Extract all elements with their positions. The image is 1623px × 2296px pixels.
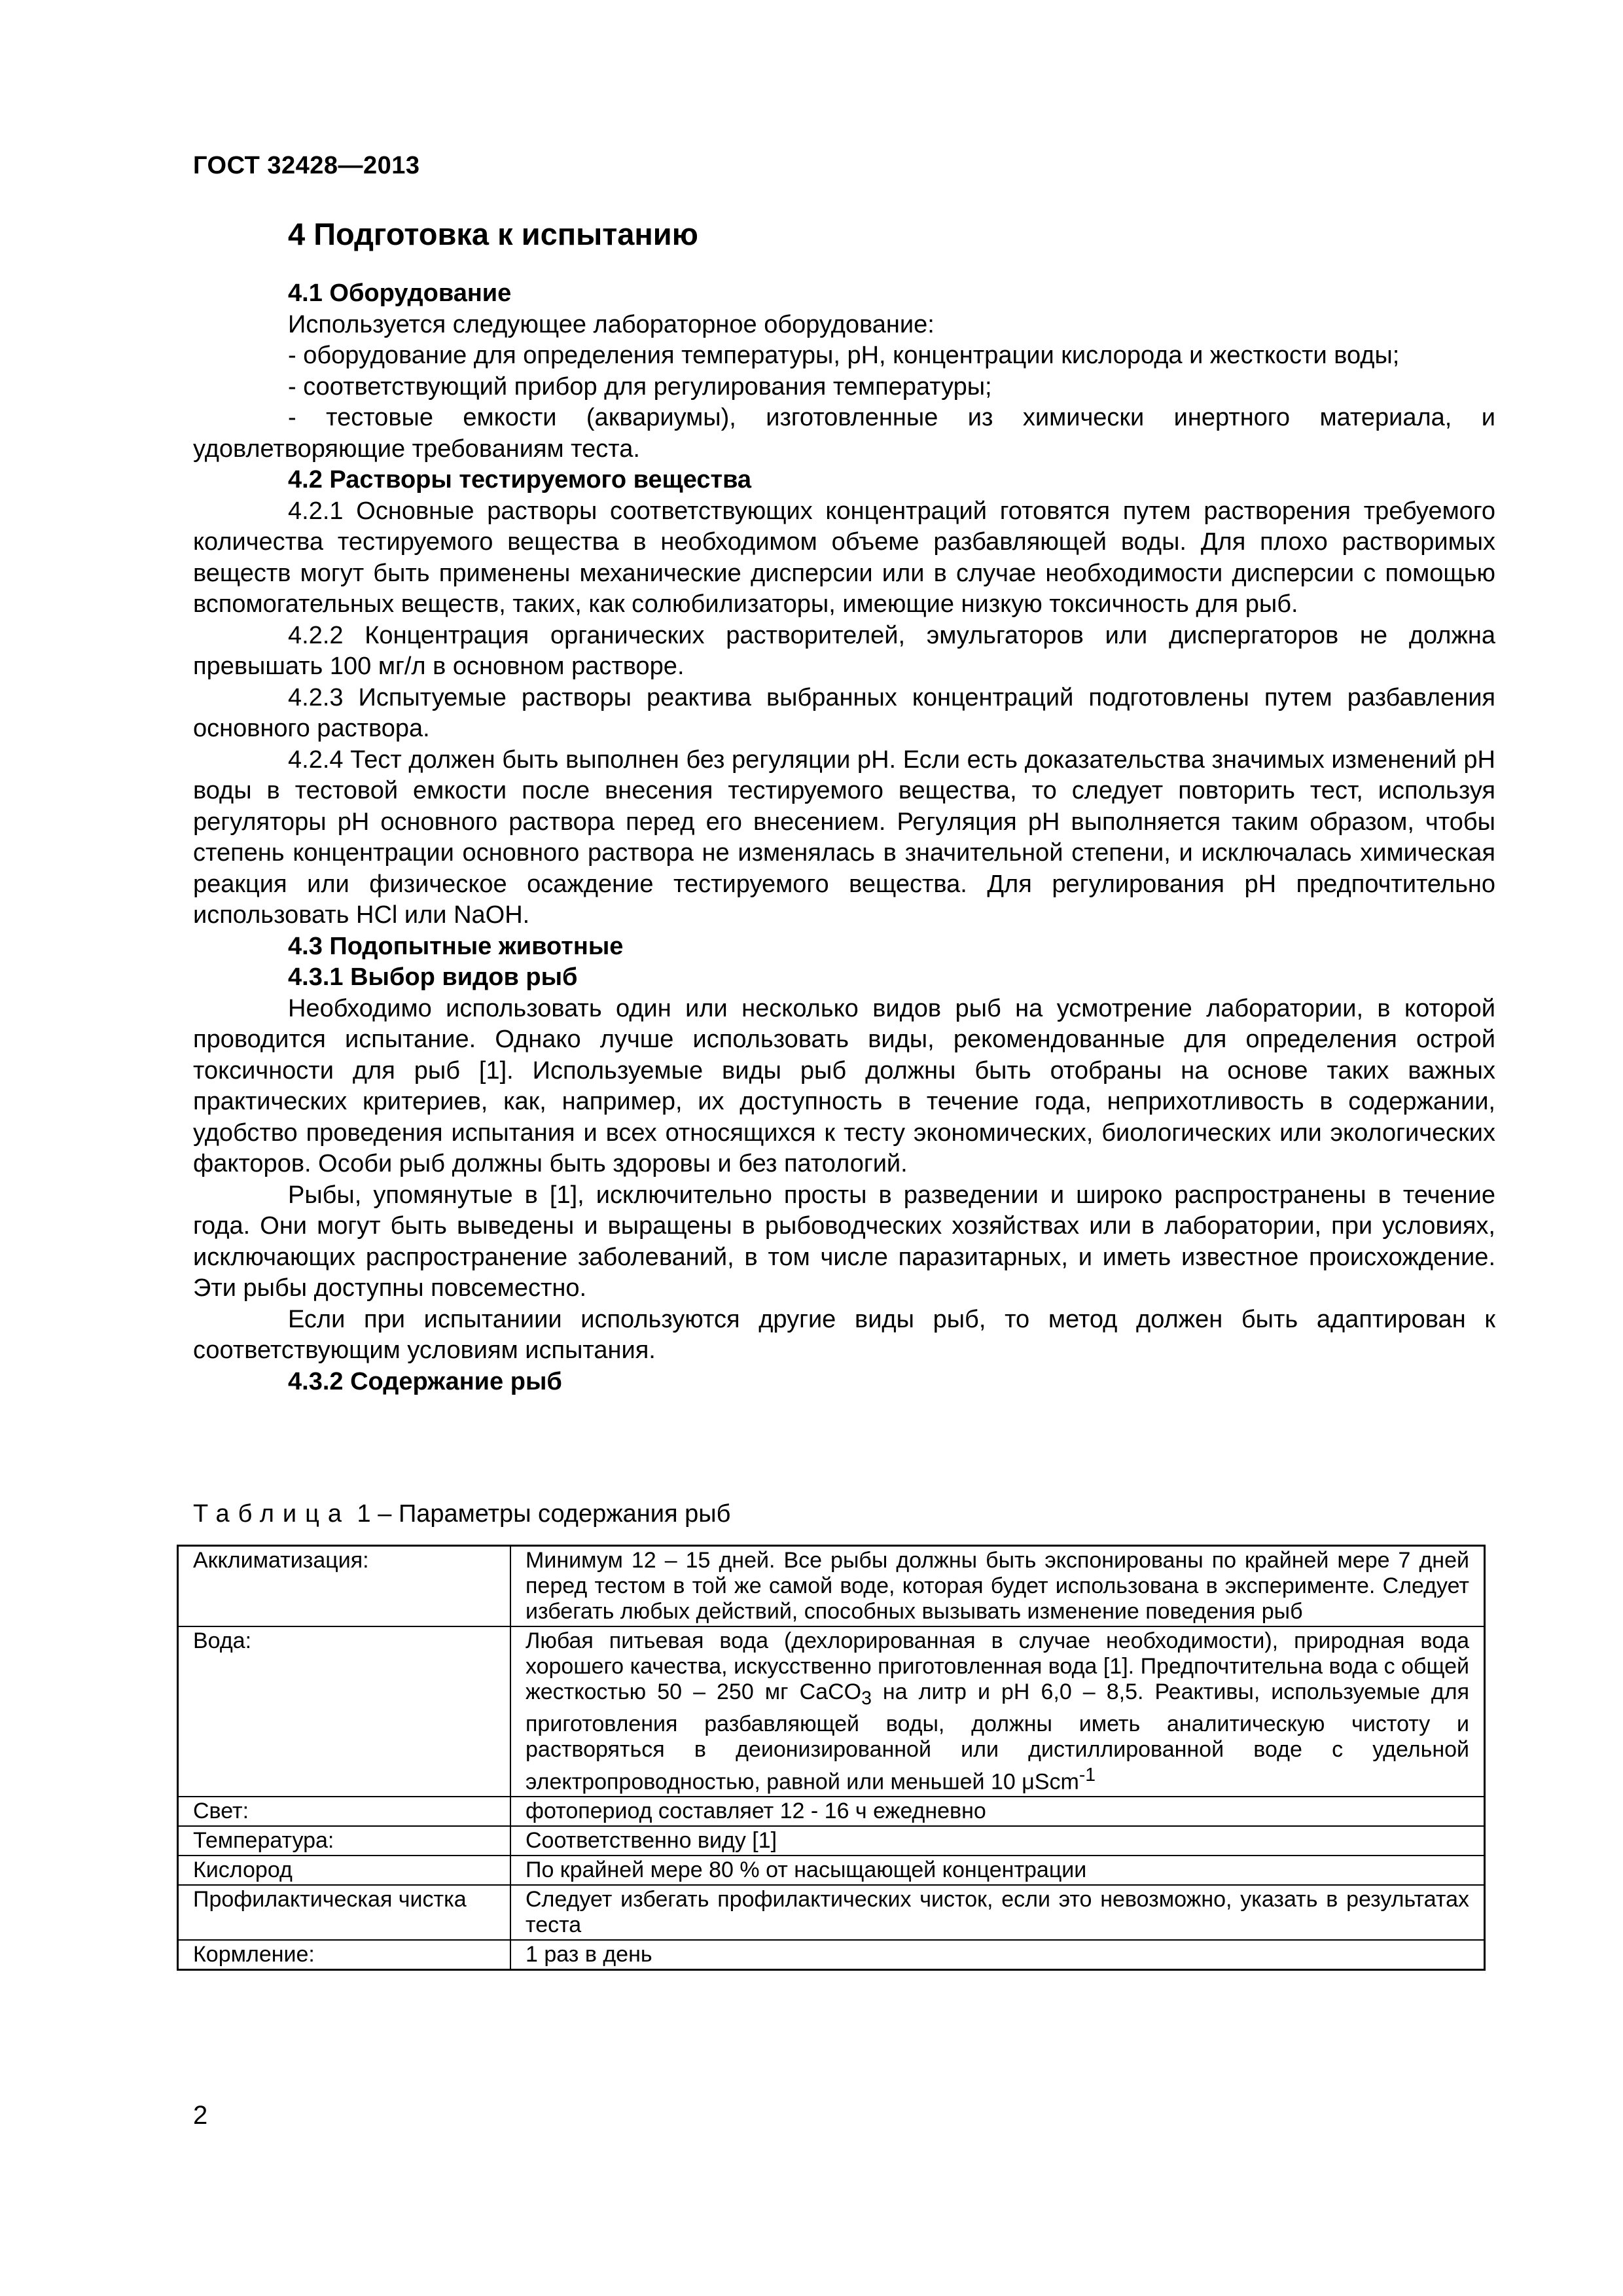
value-cell <box>510 1626 1485 1797</box>
subsection-4-3-title: 4.3 Подопытные животные <box>288 932 624 960</box>
paragraph-fish-breeding: Рыбы, упомянутые в [1], исключительно просты в разведении и широко распространены в течение года. Они могут быть выведены и выращены в рыбоводческих хозяйствах или в лаборатории, при условиях, исключающих распространение заболеваний, в том числе паразитарных, и иметь известное происхождение. Эти рыбы доступны повсеместно. <box>193 1181 1495 1302</box>
param-cell: Профилактическая чистка <box>178 1885 511 1940</box>
equipment-item-2: - соответствующий прибор для регулирования температуры; <box>288 372 992 401</box>
paragraph-other-species: Если при испытаниии используются другие виды рыб, то метод должен быть адаптирован к соответствующим условиям испытания. <box>193 1305 1495 1364</box>
water-text-pre: Любая питьевая вода (дехлорированная в случае необходимости), природная вода хорошего качества, искусственно приготовленная вода [1]. Предпочтительна вода с общей жесткостью 50 – 250 мг CaCO <box>526 1628 1469 1704</box>
equipment-intro: Используется следующее лабораторное оборудование: <box>288 310 935 338</box>
paragraph-4-2-3: 4.2.3 Испытуемые растворы реактива выбранных концентраций подготовлены путем разбавления основного раствора. <box>193 683 1495 742</box>
value-cell: 1 раз в день <box>510 1940 1485 1970</box>
param-cell: Кормление: <box>178 1940 511 1970</box>
unit-superscript: -1 <box>1079 1764 1096 1785</box>
table-row <box>178 1797 1485 1826</box>
table-caption-word: Таблица <box>193 1500 350 1528</box>
paragraph-fish-selection: Необходимо использовать один или несколько видов рыб на усмотрение лаборатории, в которой проводится испытание. Однако лучше использовать виды, рекомендованные для определения острой токсичности для рыб [1]. Используемые виды рыб должны быть отобраны на основе таких важных практических критериев, как, например, их доступность в течение года, неприхотливость в содержании, удобство проведения испытания и всех относящихся к тесту экономических, биологических или экологических факторов. Особи рыб должны быть здоровы и без патологий. <box>193 994 1495 1177</box>
param-cell: Акклиматизация: <box>178 1546 511 1627</box>
param-cell: Свет: <box>178 1797 511 1826</box>
subsection-4-3-1-title: 4.3.1 Выбор видов рыб <box>288 963 578 991</box>
value-cell: По крайней мере 80 % от насыщающей концентрации <box>510 1856 1485 1885</box>
table-row <box>178 1546 1485 1627</box>
subsection-4-2-title: 4.2 Растворы тестируемого вещества <box>288 466 752 493</box>
caco3-subscript: 3 <box>861 1687 872 1709</box>
subsection-4-3-2-title: 4.3.2 Содержание рыб <box>288 1367 562 1395</box>
value-cell: фотопериод составляет 12 - 16 ч ежедневно <box>510 1797 1485 1826</box>
paragraph-4-2-4: 4.2.4 Тест должен быть выполнен без регуляции pH. Если есть доказательства значимых изменений pH воды в тестовой емкости после внесения тестируемого вещества, то следует повторить тест, используя регуляторы pH основного раствора перед его внесением. Регуляция pH выполняется таким образом, чтобы степень концентрации основного раствора не изменялась в значительной степени, и исключалась химическая реакция или физическое осаждение тестируемого вещества. Для регулирования pH предпочтительно использовать HCl или NaOH. <box>193 745 1495 929</box>
page-number: 2 <box>193 2101 208 2130</box>
table-row <box>178 1826 1485 1856</box>
value-cell: Соответственно виду [1] <box>510 1826 1485 1856</box>
table-caption <box>193 1500 730 1528</box>
table-caption-text: 1 – Параметры содержания рыб <box>350 1500 731 1528</box>
value-cell: Минимум 12 – 15 дней. Все рыбы должны быть экспонированы по крайней мере 7 дней перед тестом в той же самой воде, которая будет использована в эксперименте. Следует избегать любых действий, способных вызывать изменение поведения рыб <box>510 1546 1485 1627</box>
water-text-mid: на литр и pH 6,0 – 8,5. Реактивы, используемые для приготовления разбавляющей воды, должны иметь аналитическую чистоту и растворяться в деионизированной или дистиллированной воде с удельной электропроводностью, равной или меньшей 10 μScm <box>526 1679 1470 1795</box>
table-row <box>178 1626 1485 1797</box>
paragraph-4-2-2: 4.2.2 Концентрация органических растворителей, эмульгаторов или диспергаторов не должна превышать 100 мг/л в основном растворе. <box>193 621 1495 680</box>
fish-maintenance-table <box>177 1545 1486 1971</box>
equipment-item-1: - оборудование для определения температуры, pH, концентрации кислорода и жесткости воды; <box>288 342 1400 369</box>
value-cell: Следует избегать профилактических чисток, если это невозможно, указать в результатах теста <box>510 1885 1485 1940</box>
table-row <box>178 1940 1485 1970</box>
equipment-item-3: - тестовые емкости (аквариумы), изготовленные из химически инертного материала, и удовлетворяющие требованиям теста. <box>193 404 1495 463</box>
body-text <box>193 278 1495 1397</box>
subsection-4-1-title: 4.1 Оборудование <box>288 279 512 307</box>
document-header: ГОСТ 32428—2013 <box>193 152 420 179</box>
section-title: 4 Подготовка к испытанию <box>288 217 698 251</box>
param-cell: Кислород <box>178 1856 511 1885</box>
param-cell: Температура: <box>178 1826 511 1856</box>
table-row <box>178 1856 1485 1885</box>
paragraph-4-2-1: 4.2.1 Основные растворы соответствующих концентраций готовятся путем растворения требуемого количества тестируемого вещества в необходимом объеме разбавляющей воды. Для плохо растворимых веществ могут быть применены механические дисперсии или в случае необходимости дисперсии с помощью вспомогательных веществ, таких, как солюбилизаторы, имеющие низкую токсичность для рыб. <box>193 497 1495 618</box>
param-cell: Вода: <box>178 1626 511 1797</box>
table-row <box>178 1885 1485 1940</box>
